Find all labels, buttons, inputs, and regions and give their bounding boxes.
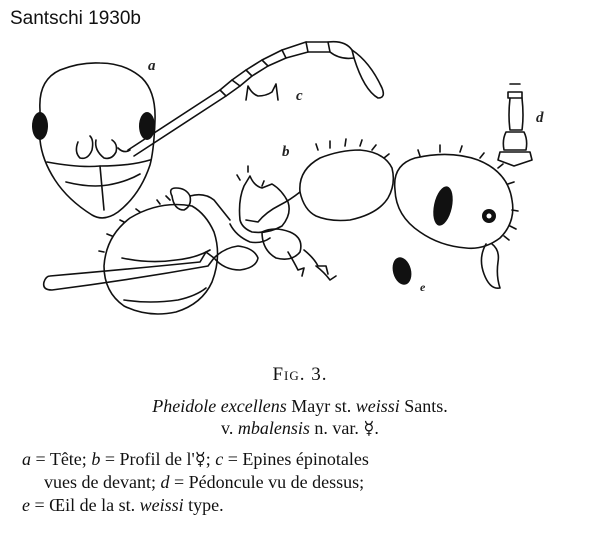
legend-def-d: = Pédoncule vu de dessus; (169, 472, 365, 492)
panel-letter-d: d (536, 110, 544, 126)
figure-source-label: Santschi 1930b (10, 8, 141, 29)
epinotal-spines-drawing (246, 84, 278, 100)
species-genus: Pheidole excellens (152, 396, 287, 416)
subspecies-name: weissi (355, 396, 400, 416)
legend-def-e-end: type. (183, 495, 224, 515)
legend-def-a: = Tête; (31, 449, 92, 469)
legend-line-1 (22, 448, 582, 471)
panel-letter-c: c (296, 88, 303, 104)
variety-prefix: v. (221, 418, 238, 438)
profile-eye-large (430, 185, 456, 228)
species-name-line-2 (0, 418, 600, 439)
legend-key-c: c (215, 449, 224, 469)
legend-subspecies: weissi (139, 495, 184, 515)
head-front-left-eye (32, 112, 48, 140)
legend-key-e: e (22, 495, 30, 515)
head-front-view-drawing (40, 63, 155, 218)
species-author: Mayr st. (286, 396, 356, 416)
eye-type-weissi (390, 255, 415, 287)
head-front-right-eye (139, 112, 155, 140)
legend-line-3 (22, 494, 582, 517)
legend-def-c: = Epines épinotales (223, 449, 369, 469)
pedicel-top-view-drawing (498, 84, 532, 166)
legend-key-b: b (91, 449, 101, 469)
legend-key-a: a (22, 449, 31, 469)
legend-def-c-continued: vues de devant; (44, 472, 161, 492)
legend-def-e: = Œil de la st. (30, 495, 140, 515)
antenna-drawing (128, 42, 383, 156)
panel-letter-e: e (420, 280, 426, 294)
species-name-line-1 (0, 396, 600, 417)
legend-key-d: d (160, 472, 170, 492)
legend-def-b: = Profil de l'☿; (100, 449, 216, 469)
panel-letter-a: a (148, 58, 156, 74)
subspecies-author: Sants. (399, 396, 448, 416)
panel-letter-b: b (282, 144, 290, 160)
legend-line-2 (44, 471, 600, 494)
variety-suffix: n. var. ☿. (309, 418, 379, 438)
figure-title: Fig. 3. (272, 364, 328, 385)
variety-name: mbalensis (237, 418, 310, 438)
